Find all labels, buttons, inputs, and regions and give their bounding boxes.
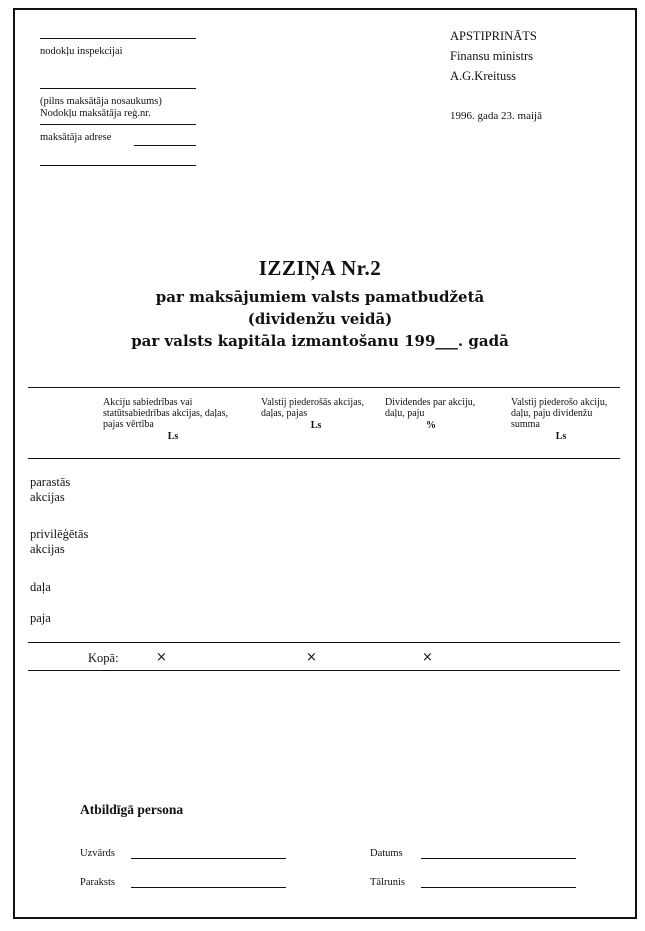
column-header-unit: Ls	[555, 431, 567, 442]
column-header-unit: Ls	[167, 431, 179, 442]
payer-reg-nr-label: Nodokļu maksātāja reģ.nr.	[40, 108, 151, 119]
column-header-label: Dividendes par akciju, daļu, paju	[385, 397, 476, 419]
minister-name: A.G.Kreituss	[450, 69, 516, 83]
row-label-share: daļa	[30, 580, 51, 594]
total-label: Kopā:	[88, 651, 119, 665]
column-header-unit: %	[426, 420, 436, 431]
total-cross-mark: ×	[156, 650, 167, 665]
document-subtitle-2: (dividenžu veidā)	[247, 310, 393, 328]
payer-address-line-2[interactable]	[40, 165, 196, 166]
document-subtitle-3: par valsts kapitāla izmantošanu 199___. gadā	[131, 332, 509, 350]
tax-inspection-label: nodokļu inspekcijai	[40, 46, 123, 57]
table-header-rule	[28, 458, 620, 459]
table-top-rule	[28, 387, 620, 388]
tax-inspection-line[interactable]	[40, 38, 196, 39]
signature-line[interactable]	[131, 887, 286, 888]
total-bottom-rule	[28, 670, 620, 671]
date-line[interactable]	[421, 858, 576, 859]
signature-label: Paraksts	[80, 877, 115, 888]
approved-label: APSTIPRINĀTS	[450, 29, 537, 43]
payer-name-line[interactable]	[40, 88, 196, 89]
payer-reg-nr-line[interactable]	[40, 124, 196, 125]
phone-line[interactable]	[421, 887, 576, 888]
row-label-preferred-shares: privilēģētās akcijas	[30, 527, 89, 556]
column-header-4	[511, 397, 611, 442]
row-label-pay-share: paja	[30, 611, 51, 625]
payer-address-line[interactable]	[134, 145, 196, 146]
payer-address-label: maksātāja adrese	[40, 132, 112, 143]
approval-block	[450, 26, 537, 86]
row-label-ordinary-shares: parastās akcijas	[30, 475, 71, 504]
approval-date: 1996. gada 23. maijā	[450, 110, 542, 122]
column-header-label: Valstij piederošo akciju, daļu, paju dividenžu summa	[511, 397, 608, 430]
column-header-3	[385, 397, 477, 431]
column-header-label: Akciju sabiedrības vai statūtsabiedrības akcijas, daļas, pajas vērtība	[103, 397, 228, 430]
document-title: IZZIŅA Nr.2	[258, 256, 382, 280]
phone-label: Tālrunis	[370, 877, 405, 888]
document-frame	[13, 8, 637, 919]
column-header-2	[261, 397, 371, 431]
total-cross-mark: ×	[306, 650, 317, 665]
date-label: Datums	[370, 848, 403, 859]
total-top-rule	[28, 642, 620, 643]
responsible-person-heading: Atbildīgā persona	[80, 802, 184, 817]
column-header-unit: Ls	[310, 420, 322, 431]
column-header-1	[103, 397, 243, 442]
column-header-label: Valstij piederošās akcijas, daļas, pajas	[261, 397, 365, 419]
total-cross-mark: ×	[422, 650, 433, 665]
minister-title: Finansu ministrs	[450, 49, 533, 63]
surname-label: Uzvārds	[80, 848, 115, 859]
surname-line[interactable]	[131, 858, 286, 859]
payer-name-hint: (pilns maksātāja nosaukums)	[40, 96, 162, 107]
document-subtitle-1: par maksājumiem valsts pamatbudžetā	[155, 288, 485, 306]
